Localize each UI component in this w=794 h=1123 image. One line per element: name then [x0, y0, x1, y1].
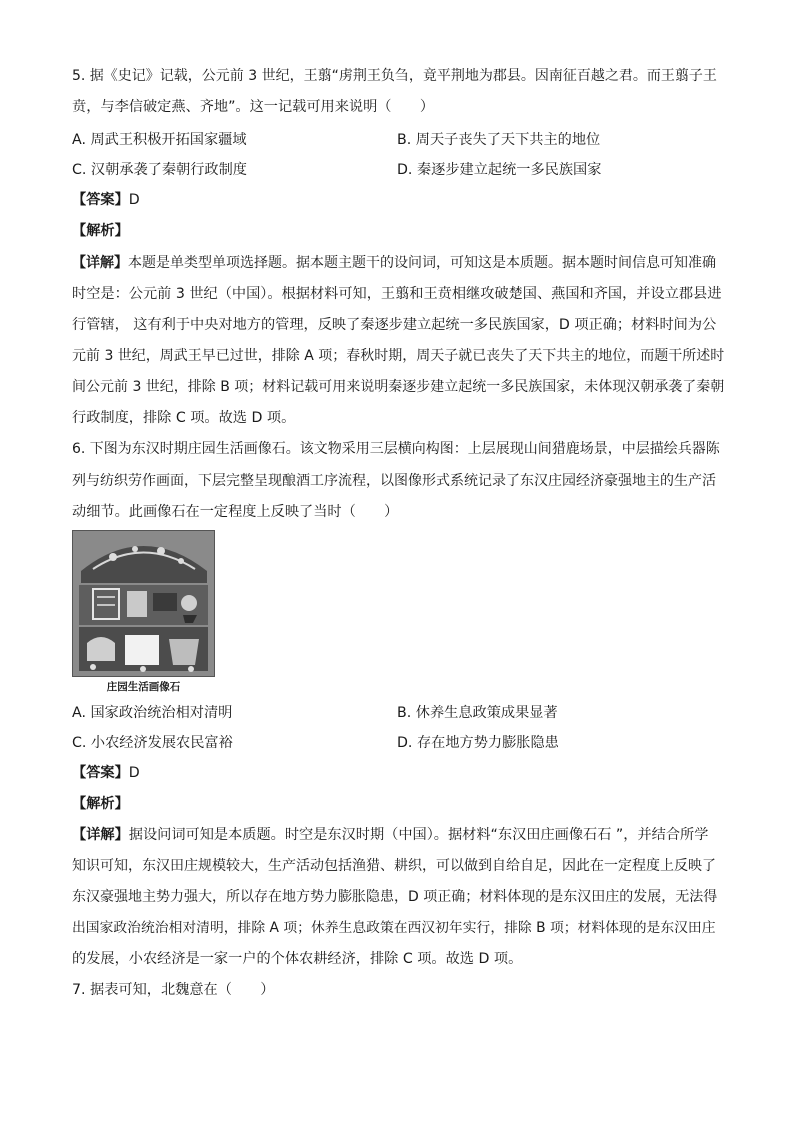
q6-detail-line-2: 知识可知，东汉田庄规模较大，生产活动包括渔猎、耕织，可以做到自给自足，因此在一定程度上反映了	[72, 858, 716, 874]
stone-relief-image	[72, 530, 215, 677]
q5-option-d: D. 秦逐步建立起统一多民族国家	[397, 162, 602, 178]
q5-option-c: C. 汉朝承袭了秦朝行政制度	[72, 162, 247, 178]
q5-detail-line-1	[72, 253, 724, 273]
analysis-tag: 【解析】	[72, 223, 129, 239]
q6-option-c: C. 小农经济发展农民富裕	[72, 735, 233, 751]
q5-answer-line	[72, 190, 724, 210]
q6-option-b: B. 休养生息政策成果显著	[397, 705, 558, 721]
q6-option-a: A. 国家政治统治相对清明	[72, 705, 233, 721]
q6-detail-line-4: 出国家政治统治相对清明，排除 A 项；休养生息政策在西汉初年实行，排除 B 项；材料体现的是东汉田庄	[72, 920, 716, 936]
answer-value: D	[128, 765, 140, 781]
answer-tag: 【答案】	[72, 192, 129, 208]
q6-detail-line-5: 的发展，小农经济是一家一户的个体农耕经济，排除 C 项。故选 D 项。	[72, 951, 523, 967]
q5-analysis-line	[72, 221, 724, 241]
q5-option-a: A. 周武王积极开拓国家疆域	[72, 132, 247, 148]
q6-stem-line-3: 动细节。此画像石在一定程度上反映了当时（ ）	[72, 504, 399, 520]
q5-detail-line-6: 行政制度，排除 C 项。故选 D 项。	[72, 410, 296, 426]
detail-text: 据设问词可知是本质题。时空是东汉时期（中国）。据材料“东汉田庄画像石石 ”，并结合所学	[128, 827, 709, 843]
q5-detail-line-3: 行管辖， 这有利于中央对地方的管理，反映了秦逐步建立起统一多民族国家，D 项正确；材料时间为公	[72, 317, 717, 333]
stone-relief-figure	[72, 530, 215, 680]
q7-stem-line-1: 7. 据表可知，北魏意在（ ）	[72, 982, 275, 998]
q6-stem-line-1: 6. 下图为东汉时期庄园生活画像石。该文物采用三层横向构图：上层展现山间猎鹿场景，中层描绘兵器陈	[72, 441, 720, 457]
q6-detail-line-3: 东汉豪强地主势力强大，所以存在地方势力膨胀隐患，D 项正确；材料体现的是东汉田庄的发展，无法得	[72, 889, 718, 905]
answer-value: D	[128, 192, 140, 208]
q6-detail-line-1	[72, 825, 724, 845]
q5-detail-line-2: 时空是：公元前 3 世纪（中国）。根据材料可知，王翦和王贲相继攻破楚国、燕国和齐国，并设立郡县进	[72, 286, 722, 302]
q6-answer-line	[72, 763, 724, 783]
analysis-tag: 【解析】	[72, 796, 129, 812]
q5-detail-line-4: 元前 3 世纪，周武王早已过世，排除 A 项；春秋时期，周天子就已丧失了天下共主的地位，而题干所述时	[72, 348, 725, 364]
answer-tag: 【答案】	[72, 765, 129, 781]
figure-caption: 庄园生活画像石	[106, 681, 181, 693]
q5-stem-line-1: 5. 据《史记》记载，公元前 3 世纪，王翦“虏荆王负刍，竟平荆地为郡县。因南征百越之君。而王翦子王	[72, 68, 717, 84]
q5-detail-line-5: 间公元前 3 世纪，排除 B 项；材料记载可用来说明秦逐步建立起统一多民族国家，未体现汉朝承袭了秦朝	[72, 379, 725, 395]
detail-tag: 【详解】	[72, 827, 129, 843]
detail-text: 本题是单类型单项选择题。据本题主题干的设问词，可知这是本质题。据本题时间信息可知准确	[128, 255, 716, 271]
q6-analysis-line	[72, 794, 724, 814]
detail-tag: 【详解】	[72, 255, 128, 271]
q6-stem-line-2: 列与纺织劳作画面，下层完整呈现酿酒工序流程，以图像形式系统记录了东汉庄园经济豪强地主的生产活	[72, 473, 716, 489]
q5-option-b: B. 周天子丧失了天下共主的地位	[397, 132, 601, 148]
q5-stem-line-2: 贲，与李信破定燕、齐地”。这一记载可用来说明（ ）	[72, 99, 435, 115]
q6-option-d: D. 存在地方势力膨胀隐患	[397, 735, 559, 751]
